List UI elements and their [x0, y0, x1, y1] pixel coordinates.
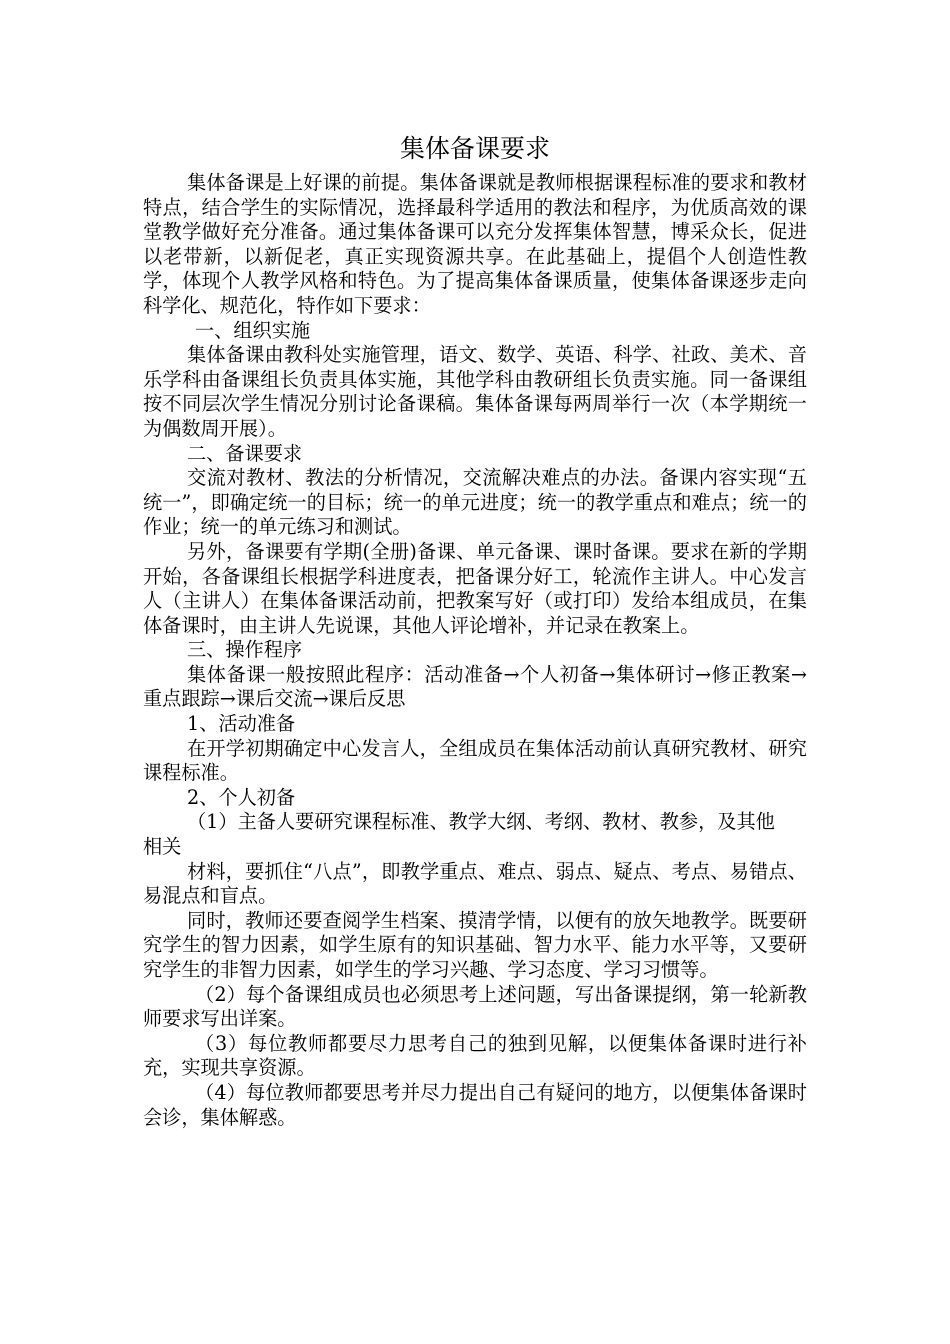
- individual-item-1-line-2: 相关: [143, 835, 182, 859]
- step-heading-preparation: 1、活动准备: [187, 712, 296, 736]
- individual-item-2: （2）每个备课组成员也必须思考上述问题，写出备课提纲，第一轮新教师要求写出详案。: [143, 982, 807, 1031]
- step-heading-individual: 2、个人初备: [187, 785, 296, 809]
- procedure-paragraph: 集体备课一般按照此程序：活动准备→个人初备→集体研讨→修正教案→重点跟踪→课后交流→课后反思: [143, 662, 807, 711]
- document-body: [143, 133, 807, 1130]
- intro-paragraph: 集体备课是上好课的前提。集体备课就是教师根据课程标准的要求和教材特点，结合学生的实际情况，选择最科学适用的教法和程序，为优质高效的课堂教学做好充分准备。通过集体备课可以充分发挥集体智慧，博采众长，促进以老带新，以新促老，真正实现资源共享。在此基础上，提倡个人创造性教学，体现个人教学风格和特色。为了提高集体备课质量，使集体备课逐步走向科学化、规范化，特作如下要求：: [143, 171, 807, 317]
- preparation-paragraph: 在开学初期确定中心发言人，全组成员在集体活动前认真研究教材、研究课程标准。: [143, 736, 807, 785]
- section-heading-requirements: 二、备课要求: [187, 441, 303, 465]
- requirements-paragraph-1: 交流对教材、教法的分析情况，交流解决难点的办法。备课内容实现“五统一”，即确定统一的目标；统一的单元进度；统一的教学重点和难点；统一的作业；统一的单元练习和测试。: [143, 466, 807, 539]
- requirements-paragraph-2: 另外，备课要有学期(全册)备课、单元备课、课时备课。要求在新的学期开始，各备课组长根据学科进度表，把备课分好工，轮流作主讲人。中心发言人（主讲人）在集体备课活动前，把教案写好（或打印）发给本组成员，在集体备课时，由主讲人先说课，其他人评论增补，并记录在教案上。: [143, 539, 807, 637]
- document-title: 集体备课要求: [399, 134, 550, 163]
- individual-item-4: （4）每位教师都要思考并尽力提出自己有疑问的地方，以便集体备课时会诊，集体解惑。: [143, 1080, 807, 1129]
- section-heading-procedure: 三、操作程序: [187, 638, 303, 662]
- section-heading-organization: 一、组织实施: [195, 318, 311, 342]
- individual-item-1-continuation: 材料，要抓住“八点”，即教学重点、难点、弱点、疑点、考点、易错点、易混点和盲点。: [143, 859, 807, 908]
- individual-item-3: （3）每位教师都要尽力思考自己的独到见解，以便集体备课时进行补充，实现共享资源。: [143, 1031, 807, 1080]
- individual-item-1-line-1: （1）主备人要研究课程标准、教学大纲、考纲、教材、教参，及其他: [187, 810, 775, 834]
- organization-paragraph: 集体备课由教科处实施管理，语文、数学、英语、科学、社政、美术、音乐学科由备课组长负责具体实施，其他学科由教研组长负责实施。同一备课组按不同层次学生情况分别讨论备课稿。集体备课每两周举行一次（本学期统一为偶数周开展）。: [143, 343, 807, 440]
- individual-item-1-extra: 同时，教师还要查阅学生档案、摸清学情，以便有的放矢地教学。既要研究学生的智力因素，如学生原有的知识基础、智力水平、能力水平等，又要研究学生的非智力因素，如学生的学习兴趣、学习态度、学习习惯等。: [143, 908, 807, 981]
